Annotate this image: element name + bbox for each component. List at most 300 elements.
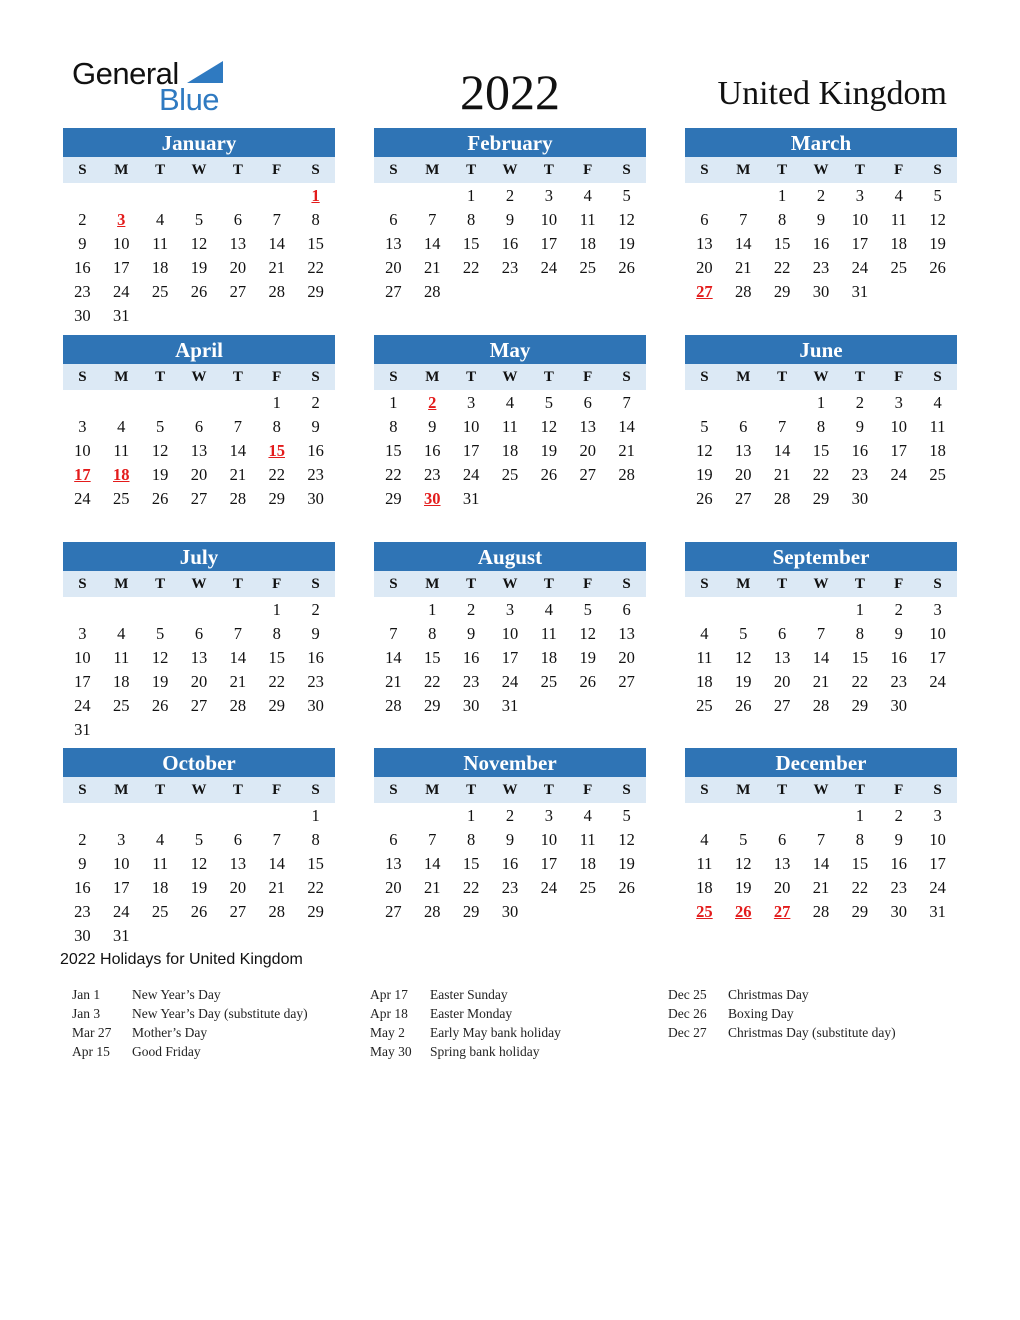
holiday-day-cell: 17 (74, 465, 91, 484)
day-cell: 19 (540, 441, 558, 460)
holiday-date: Dec 26 (668, 1006, 707, 1021)
day-grid (685, 803, 957, 924)
day-cell: 18 (696, 878, 713, 897)
weekday-label: S (311, 782, 320, 798)
weekday-label: T (232, 576, 243, 592)
day-cell: 27 (385, 902, 402, 921)
day-cell: 3 (117, 830, 126, 849)
month-title: July (63, 542, 335, 571)
day-cell: 13 (773, 648, 791, 667)
holiday-name: Christmas Day (728, 987, 809, 1002)
day-blank (218, 391, 257, 415)
day-cell: 15 (307, 854, 324, 873)
day-cell: 15 (424, 648, 441, 667)
day-cell: 25 (890, 258, 907, 277)
weekday-label: F (272, 576, 282, 592)
weekday-label: W (191, 162, 207, 178)
weekday-label: S (700, 162, 709, 178)
day-cell: 22 (307, 258, 324, 277)
day-cell: 28 (268, 902, 285, 921)
day-cell: 31 (851, 282, 869, 301)
day-cell: 30 (851, 489, 869, 508)
weekday-label: T (543, 162, 554, 178)
holiday-day-cell: 3 (117, 210, 126, 229)
day-cell: 30 (462, 696, 480, 715)
day-blank (141, 184, 180, 208)
day-cell: 25 (579, 258, 596, 277)
holiday-date: Mar 27 (72, 1025, 112, 1040)
day-blank (374, 184, 413, 208)
day-cell: 15 (268, 648, 285, 667)
day-cell: 14 (812, 854, 830, 873)
day-cell: 5 (544, 393, 553, 412)
weekday-label: S (389, 782, 398, 798)
day-cell: 14 (773, 441, 791, 460)
day-cell: 7 (428, 210, 437, 229)
holiday-date: May 2 (370, 1025, 405, 1040)
day-cell: 15 (773, 234, 791, 253)
day-blank (374, 804, 413, 828)
day-cell: 21 (773, 465, 791, 484)
day-cell: 25 (540, 672, 558, 691)
day-cell: 9 (78, 854, 87, 873)
day-cell: 24 (501, 672, 519, 691)
day-blank (218, 804, 257, 828)
day-cell: 10 (113, 854, 130, 873)
day-cell: 10 (929, 624, 946, 643)
day-cell: 16 (74, 258, 91, 277)
weekday-label: F (272, 162, 282, 178)
day-cell: 25 (501, 465, 519, 484)
day-blank (63, 184, 102, 208)
day-cell: 19 (151, 672, 169, 691)
holiday-row (370, 1023, 561, 1042)
day-cell: 30 (74, 306, 91, 325)
holiday-date: Apr 17 (370, 987, 408, 1002)
day-blank (724, 804, 763, 828)
month-title: June (685, 335, 957, 364)
day-cell: 22 (385, 465, 402, 484)
month-june (685, 335, 957, 511)
day-cell: 25 (151, 282, 169, 301)
day-cell: 6 (233, 210, 242, 229)
day-cell: 14 (424, 234, 441, 253)
weekday-header (63, 777, 335, 803)
day-cell: 12 (190, 234, 208, 253)
day-cell: 9 (505, 210, 515, 229)
day-cell: 19 (618, 234, 635, 253)
weekday-label: T (854, 782, 865, 798)
day-cell: 21 (268, 258, 285, 277)
day-cell: 9 (816, 210, 826, 229)
holiday-row (668, 985, 896, 1004)
day-blank (141, 804, 180, 828)
day-cell: 12 (618, 210, 635, 229)
holiday-row (370, 1042, 561, 1061)
day-cell: 6 (389, 830, 398, 849)
day-blank (763, 391, 802, 415)
weekday-label: T (854, 162, 865, 178)
weekday-label: S (933, 782, 942, 798)
day-cell: 5 (622, 186, 631, 205)
day-cell: 3 (544, 806, 553, 825)
day-cell: 3 (933, 806, 942, 825)
weekday-label: M (114, 576, 129, 592)
day-cell: 14 (812, 648, 830, 667)
day-blank (685, 804, 724, 828)
day-cell: 21 (268, 878, 285, 897)
day-blank (102, 184, 141, 208)
weekday-label: W (502, 369, 518, 385)
day-cell: 18 (151, 878, 169, 897)
weekday-label: T (155, 782, 166, 798)
day-cell: 28 (229, 696, 247, 715)
day-cell: 10 (851, 210, 869, 229)
day-cell: 12 (151, 648, 169, 667)
day-cell: 12 (735, 854, 752, 873)
weekday-label: T (466, 162, 477, 178)
day-blank (802, 804, 841, 828)
day-cell: 22 (307, 878, 324, 897)
day-cell: 1 (855, 600, 864, 619)
holiday-row (72, 1023, 308, 1042)
day-blank (180, 598, 219, 622)
day-cell: 10 (890, 417, 907, 436)
day-cell: 4 (894, 186, 903, 205)
day-cell: 5 (156, 417, 165, 436)
day-cell: 10 (929, 830, 946, 849)
weekday-label: M (425, 369, 440, 385)
day-cell: 22 (851, 672, 869, 691)
day-cell: 7 (272, 830, 281, 849)
day-cell: 19 (151, 465, 169, 484)
day-cell: 8 (428, 624, 437, 643)
weekday-label: W (191, 369, 207, 385)
day-cell: 14 (424, 854, 441, 873)
month-august (374, 542, 646, 718)
weekday-label: S (78, 782, 87, 798)
day-cell: 23 (424, 465, 441, 484)
day-cell: 10 (74, 441, 91, 460)
day-cell: 26 (618, 258, 635, 277)
day-cell: 3 (467, 393, 476, 412)
day-cell: 16 (501, 234, 519, 253)
weekday-label: S (311, 369, 320, 385)
day-cell: 13 (190, 441, 208, 460)
day-cell: 20 (190, 672, 208, 691)
day-cell: 24 (851, 258, 869, 277)
weekday-label: F (583, 576, 593, 592)
month-title: December (685, 748, 957, 777)
holiday-date: Dec 27 (668, 1025, 707, 1040)
day-blank (63, 598, 102, 622)
day-cell: 8 (467, 830, 476, 849)
weekday-label: W (813, 782, 829, 798)
weekday-label: S (78, 369, 87, 385)
weekday-label: M (114, 782, 129, 798)
weekday-label: T (232, 782, 243, 798)
day-cell: 5 (933, 186, 942, 205)
day-cell: 3 (933, 600, 942, 619)
day-cell: 14 (268, 854, 285, 873)
day-cell: 27 (190, 696, 208, 715)
day-cell: 22 (851, 878, 869, 897)
month-october (63, 748, 335, 948)
day-cell: 12 (151, 441, 169, 460)
day-cell: 5 (194, 210, 204, 229)
weekday-label: T (232, 162, 243, 178)
weekday-label: S (700, 782, 709, 798)
day-cell: 12 (696, 441, 713, 460)
day-cell: 9 (311, 624, 320, 643)
holiday-column (72, 985, 308, 1061)
day-cell: 30 (307, 696, 324, 715)
weekday-label: T (777, 782, 788, 798)
holiday-row (370, 985, 561, 1004)
day-cell: 11 (890, 210, 907, 229)
weekday-label: F (583, 162, 593, 178)
day-cell: 11 (579, 830, 596, 849)
weekday-label: M (736, 782, 751, 798)
day-cell: 14 (268, 234, 285, 253)
day-cell: 21 (229, 672, 247, 691)
weekday-label: T (777, 369, 788, 385)
day-grid (374, 390, 646, 511)
day-cell: 23 (501, 258, 519, 277)
month-april (63, 335, 335, 511)
day-cell: 4 (700, 624, 709, 643)
weekday-label: F (583, 369, 593, 385)
weekday-label: T (155, 576, 166, 592)
day-cell: 9 (78, 234, 87, 253)
holiday-date: Dec 25 (668, 987, 707, 1002)
day-cell: 28 (773, 489, 791, 508)
weekday-label: W (502, 782, 518, 798)
weekday-label: S (311, 576, 320, 592)
day-cell: 10 (462, 417, 480, 436)
holiday-day-cell: 30 (424, 489, 441, 508)
day-cell: 25 (929, 465, 946, 484)
weekday-header (63, 157, 335, 183)
weekday-label: S (622, 576, 631, 592)
day-cell: 2 (311, 600, 320, 619)
weekday-label: T (155, 369, 166, 385)
day-cell: 26 (190, 902, 208, 921)
holiday-row (72, 985, 308, 1004)
day-cell: 4 (544, 600, 553, 619)
holiday-column (668, 985, 896, 1042)
day-cell: 27 (579, 465, 596, 484)
day-cell: 2 (894, 806, 903, 825)
weekday-header (685, 157, 957, 183)
day-cell: 31 (929, 902, 946, 921)
day-grid (685, 390, 957, 511)
day-cell: 22 (268, 465, 285, 484)
day-cell: 21 (229, 465, 247, 484)
day-cell: 20 (773, 672, 791, 691)
day-cell: 6 (778, 624, 787, 643)
day-cell: 5 (700, 417, 709, 436)
day-cell: 21 (385, 672, 402, 691)
holiday-row (72, 1042, 308, 1061)
day-cell: 8 (467, 210, 476, 229)
holiday-day-cell: 18 (113, 465, 130, 484)
weekday-label: T (466, 782, 477, 798)
day-cell: 11 (152, 854, 169, 873)
day-cell: 7 (816, 830, 826, 849)
day-cell: 11 (579, 210, 596, 229)
day-blank (102, 598, 141, 622)
day-cell: 20 (385, 258, 402, 277)
day-cell: 9 (505, 830, 515, 849)
day-cell: 11 (113, 441, 130, 460)
day-cell: 8 (311, 830, 320, 849)
logo-word-blue: Blue (159, 82, 220, 117)
weekday-header (374, 157, 646, 183)
day-cell: 6 (194, 624, 204, 643)
day-cell: 27 (229, 902, 247, 921)
day-cell: 17 (74, 672, 91, 691)
month-title: September (685, 542, 957, 571)
day-cell: 29 (268, 696, 285, 715)
day-cell: 1 (855, 806, 864, 825)
weekday-label: M (425, 782, 440, 798)
weekday-label: F (894, 369, 904, 385)
weekday-label: M (736, 576, 751, 592)
day-cell: 8 (311, 210, 320, 229)
day-cell: 26 (151, 696, 169, 715)
month-title: April (63, 335, 335, 364)
weekday-label: W (813, 162, 829, 178)
day-cell: 28 (812, 696, 830, 715)
day-cell: 18 (113, 672, 130, 691)
day-cell: 8 (272, 417, 281, 436)
day-cell: 8 (816, 417, 826, 436)
day-cell: 24 (540, 258, 558, 277)
month-march (685, 128, 957, 304)
day-cell: 30 (890, 902, 907, 921)
day-cell: 3 (855, 186, 864, 205)
day-blank (180, 184, 219, 208)
day-cell: 24 (74, 696, 91, 715)
day-cell: 6 (583, 393, 592, 412)
day-cell: 29 (812, 489, 830, 508)
month-title: January (63, 128, 335, 157)
day-cell: 21 (424, 258, 441, 277)
day-cell: 19 (735, 878, 752, 897)
day-cell: 5 (583, 600, 592, 619)
day-cell: 22 (268, 672, 285, 691)
day-cell: 31 (462, 489, 480, 508)
day-cell: 23 (307, 672, 324, 691)
day-cell: 30 (74, 926, 91, 945)
day-cell: 22 (424, 672, 441, 691)
day-cell: 19 (579, 648, 596, 667)
day-cell: 12 (190, 854, 208, 873)
day-cell: 12 (735, 648, 752, 667)
day-blank (802, 598, 841, 622)
day-cell: 26 (540, 465, 558, 484)
day-cell: 12 (929, 210, 946, 229)
day-cell: 25 (113, 696, 130, 715)
day-cell: 7 (428, 830, 437, 849)
month-january (63, 128, 335, 328)
day-cell: 17 (929, 854, 946, 873)
country-name: United Kingdom (717, 75, 947, 112)
day-cell: 24 (113, 902, 130, 921)
day-cell: 8 (778, 210, 787, 229)
day-cell: 17 (540, 854, 558, 873)
weekday-label: F (583, 782, 593, 798)
day-cell: 24 (113, 282, 130, 301)
day-cell: 29 (307, 902, 324, 921)
day-cell: 1 (272, 393, 281, 412)
day-blank (724, 184, 763, 208)
day-cell: 3 (544, 186, 553, 205)
weekday-label: S (78, 162, 87, 178)
day-cell: 18 (579, 854, 596, 873)
day-cell: 25 (113, 489, 130, 508)
day-cell: 20 (579, 441, 596, 460)
calendar-year: 2022 (460, 64, 560, 120)
day-cell: 21 (618, 441, 635, 460)
day-cell: 15 (812, 441, 830, 460)
day-cell: 23 (851, 465, 869, 484)
weekday-header (685, 364, 957, 390)
day-blank (413, 804, 452, 828)
day-cell: 7 (816, 624, 826, 643)
weekday-label: S (311, 162, 320, 178)
holiday-day-cell: 15 (268, 441, 285, 460)
day-cell: 15 (851, 854, 869, 873)
weekday-header (685, 777, 957, 803)
day-cell: 4 (156, 830, 165, 849)
day-cell: 5 (622, 806, 631, 825)
day-cell: 3 (894, 393, 903, 412)
day-cell: 29 (773, 282, 791, 301)
day-cell: 16 (851, 441, 869, 460)
day-blank (685, 391, 724, 415)
holiday-day-cell: 1 (311, 186, 320, 205)
day-cell: 4 (117, 624, 126, 643)
day-cell: 14 (385, 648, 402, 667)
day-cell: 6 (194, 417, 204, 436)
day-cell: 8 (272, 624, 281, 643)
day-cell: 13 (229, 854, 247, 873)
day-cell: 9 (894, 624, 903, 643)
day-grid (63, 390, 335, 511)
day-cell: 14 (618, 417, 635, 436)
month-may (374, 335, 646, 511)
day-cell: 27 (229, 282, 247, 301)
day-cell: 10 (501, 624, 519, 643)
day-cell: 25 (579, 878, 596, 897)
day-cell: 16 (74, 878, 91, 897)
day-cell: 23 (812, 258, 830, 277)
day-cell: 27 (190, 489, 208, 508)
day-cell: 18 (151, 258, 169, 277)
day-cell: 9 (855, 417, 864, 436)
day-cell: 20 (385, 878, 402, 897)
day-cell: 19 (735, 672, 752, 691)
day-cell: 17 (540, 234, 558, 253)
holiday-name: Boxing Day (728, 1006, 794, 1021)
day-blank (218, 598, 257, 622)
day-cell: 27 (735, 489, 752, 508)
day-cell: 1 (467, 186, 476, 205)
weekday-label: W (191, 782, 207, 798)
day-cell: 11 (152, 234, 169, 253)
